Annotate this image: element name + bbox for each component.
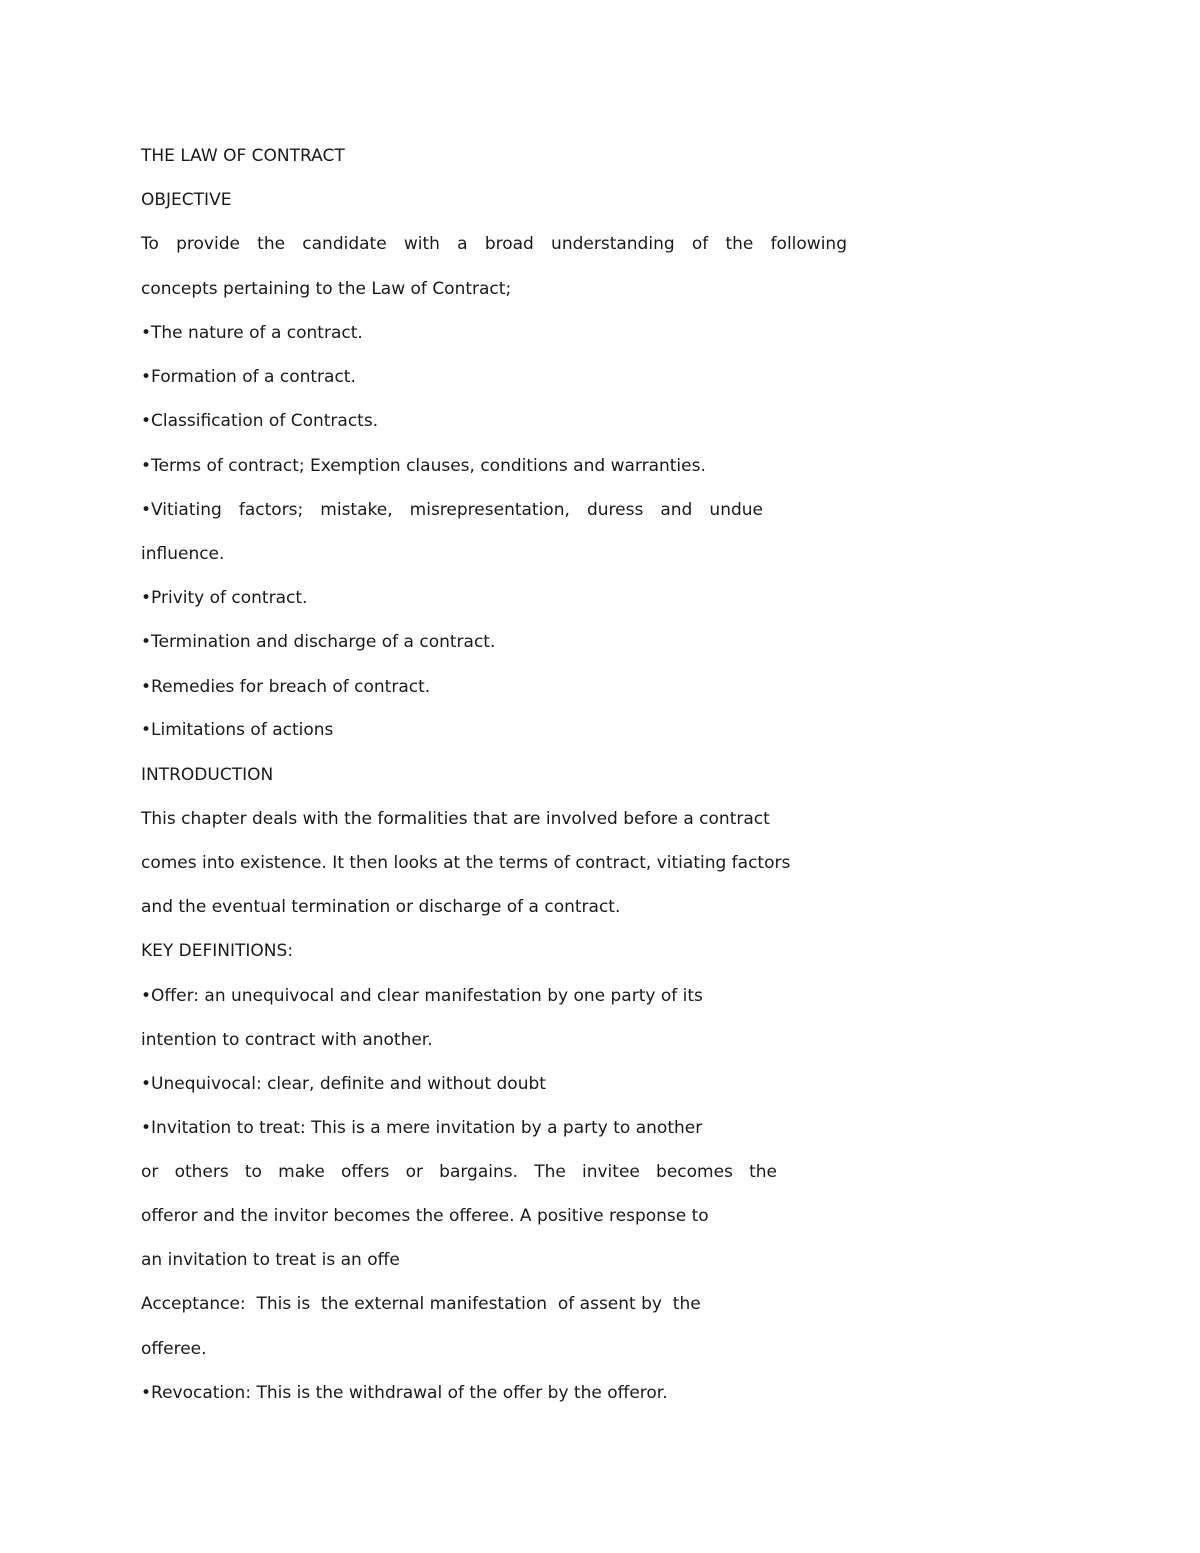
definition-line: •Offer: an unequivocal and clear manifestation by one party of its [141,986,703,1006]
objective-bullet: •Termination and discharge of a contract. [141,632,496,652]
definition-line: •Revocation: This is the withdrawal of the offer by the offeror. [141,1383,668,1403]
definition-line: offeror and the invitor becomes the offeree. A positive response to [141,1206,709,1226]
document-title: THE LAW OF CONTRACT [141,146,345,166]
objective-bullet: •Limitations of actions [141,720,334,740]
definition-line: intention to contract with another. [141,1030,433,1050]
objective-heading: OBJECTIVE [141,190,232,210]
objective-text-line: concepts pertaining to the Law of Contract; [141,279,512,299]
introduction-text-line: comes into existence. It then looks at the terms of contract, vitiating factors [141,853,791,873]
introduction-heading: INTRODUCTION [141,765,274,785]
introduction-text-line: This chapter deals with the formalities that are involved before a contract [141,809,770,829]
objective-bullet: •Remedies for breach of contract. [141,677,431,697]
objective-bullet: •Privity of contract. [141,588,308,608]
objective-bullet: •Terms of contract; Exemption clauses, conditions and warranties. [141,456,706,476]
objective-text-line: To provide the candidate with a broad understanding of the following [141,234,847,254]
objective-bullet: •Classification of Contracts. [141,411,379,431]
objective-bullet: •Formation of a contract. [141,367,356,387]
objective-bullet-continuation: influence. [141,544,225,564]
definition-line: or others to make offers or bargains. The invitee becomes the [141,1162,777,1182]
definition-line: Acceptance: This is the external manifestation of assent by the [141,1294,701,1314]
objective-bullet: •Vitiating factors; mistake, misrepresentation, duress and undue [141,500,763,520]
objective-bullet: •The nature of a contract. [141,323,363,343]
key-definitions-heading: KEY DEFINITIONS: [141,941,294,961]
definition-line: •Unequivocal: clear, definite and without doubt [141,1074,546,1094]
definition-line: offeree. [141,1339,207,1359]
definition-line: •Invitation to treat: This is a mere invitation by a party to another [141,1118,703,1138]
introduction-text-line: and the eventual termination or discharge of a contract. [141,897,621,917]
definition-line: an invitation to treat is an offe [141,1250,400,1270]
